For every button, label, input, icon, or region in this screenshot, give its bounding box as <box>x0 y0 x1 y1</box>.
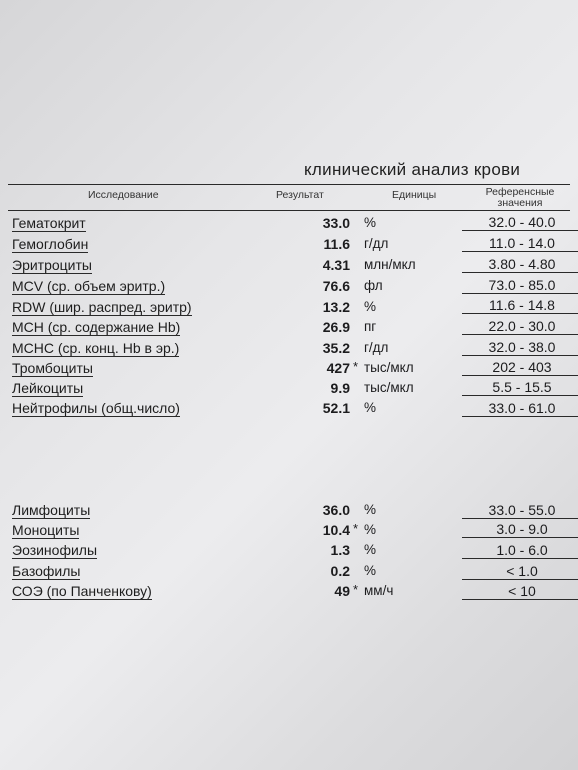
reference-range: 33.0 - 61.0 <box>462 400 578 417</box>
unit-label: % <box>364 400 377 415</box>
result-value: 427 <box>326 360 350 376</box>
header-bottom-rule <box>8 210 570 211</box>
table-row <box>0 257 578 277</box>
reference-range: 3.80 - 4.80 <box>462 256 578 273</box>
reference-range: 11.0 - 14.0 <box>462 235 578 252</box>
table-row <box>0 278 578 298</box>
reference-range: 32.0 - 38.0 <box>462 339 578 356</box>
test-name: Эозинофилы <box>12 542 98 558</box>
unit-label: % <box>364 215 377 230</box>
test-name: Базофилы <box>12 563 81 579</box>
result-value: 0.2 <box>330 563 350 579</box>
header-test: Исследование <box>88 189 159 201</box>
reference-range: < 1.0 <box>462 563 578 580</box>
test-name: MCHC (ср. конц. Hb в эр.) <box>12 340 180 356</box>
reference-range: 11.6 - 14.8 <box>462 297 578 314</box>
unit-label: % <box>364 563 377 578</box>
table-row <box>0 502 578 522</box>
table-row <box>0 522 578 542</box>
result-value: 26.9 <box>322 319 350 335</box>
unit-label: тыс/мкл <box>364 380 414 395</box>
header-units: Единицы <box>392 189 437 201</box>
table-row <box>0 319 578 339</box>
test-name: Эритроциты <box>12 257 92 273</box>
result-value: 4.31 <box>322 257 350 273</box>
table-row <box>0 299 578 319</box>
header-reference-line1: Референсные <box>485 186 555 198</box>
result-value: 11.6 <box>323 236 350 252</box>
abnormal-flag: * <box>353 359 359 374</box>
test-name: RDW (шир. распред. эритр) <box>12 299 192 315</box>
result-value: 35.2 <box>322 340 350 356</box>
unit-label: % <box>364 502 377 517</box>
reference-range: 73.0 - 85.0 <box>462 277 578 294</box>
unit-label: % <box>364 299 377 314</box>
header-top-rule <box>8 184 570 185</box>
header-result: Результат <box>276 189 324 201</box>
unit-label: мм/ч <box>364 583 394 598</box>
table-row <box>0 583 578 603</box>
unit-label: пг <box>364 319 377 334</box>
unit-label: тыс/мкл <box>364 360 414 375</box>
test-name: Гемоглобин <box>12 236 89 252</box>
unit-label: фл <box>364 278 383 293</box>
unit-label: % <box>364 542 377 557</box>
result-value: 49 <box>334 583 350 599</box>
table-row <box>0 542 578 562</box>
test-name: Гематокрит <box>12 215 86 231</box>
test-name: Лимфоциты <box>12 502 91 518</box>
reference-range: 22.0 - 30.0 <box>462 318 578 335</box>
header-reference <box>465 187 575 209</box>
test-name: Тромбоциты <box>12 360 93 376</box>
table-row <box>0 400 578 420</box>
reference-range: 5.5 - 15.5 <box>462 379 578 396</box>
reference-range: 32.0 - 40.0 <box>462 214 578 231</box>
abnormal-flag: * <box>353 521 359 536</box>
table-row <box>0 236 578 256</box>
result-value: 13.2 <box>322 299 350 315</box>
result-value: 33.0 <box>322 215 350 231</box>
table-row <box>0 340 578 360</box>
table-row <box>0 215 578 235</box>
reference-range: < 10 <box>462 583 578 600</box>
result-value: 36.0 <box>322 502 350 518</box>
unit-label: г/дл <box>364 236 389 251</box>
abnormal-flag: * <box>353 582 359 597</box>
reference-range: 202 - 403 <box>462 359 578 376</box>
table-row <box>0 380 578 400</box>
result-value: 52.1 <box>322 400 350 416</box>
table-row <box>0 360 578 380</box>
result-value: 9.9 <box>330 380 350 396</box>
table-row <box>0 563 578 583</box>
header-reference-line2: значения <box>497 197 543 209</box>
reference-range: 33.0 - 55.0 <box>462 502 578 519</box>
result-value: 10.4 <box>322 522 350 538</box>
test-name: Лейкоциты <box>12 380 84 396</box>
unit-label: г/дл <box>364 340 389 355</box>
test-name: MCV (ср. объем эритр.) <box>12 278 166 294</box>
reference-range: 1.0 - 6.0 <box>462 542 578 559</box>
reference-range: 3.0 - 9.0 <box>462 521 578 538</box>
unit-label: % <box>364 522 377 537</box>
result-value: 76.6 <box>322 278 350 294</box>
test-name: MCH (ср. содержание Hb) <box>12 319 181 335</box>
test-name: Моноциты <box>12 522 80 538</box>
report-title: клинический анализ крови <box>304 160 521 179</box>
test-name: Нейтрофилы (общ.число) <box>12 400 180 416</box>
test-name: СОЭ (по Панченкову) <box>12 583 152 599</box>
result-value: 1.3 <box>330 542 350 558</box>
unit-label: млн/мкл <box>364 257 416 272</box>
